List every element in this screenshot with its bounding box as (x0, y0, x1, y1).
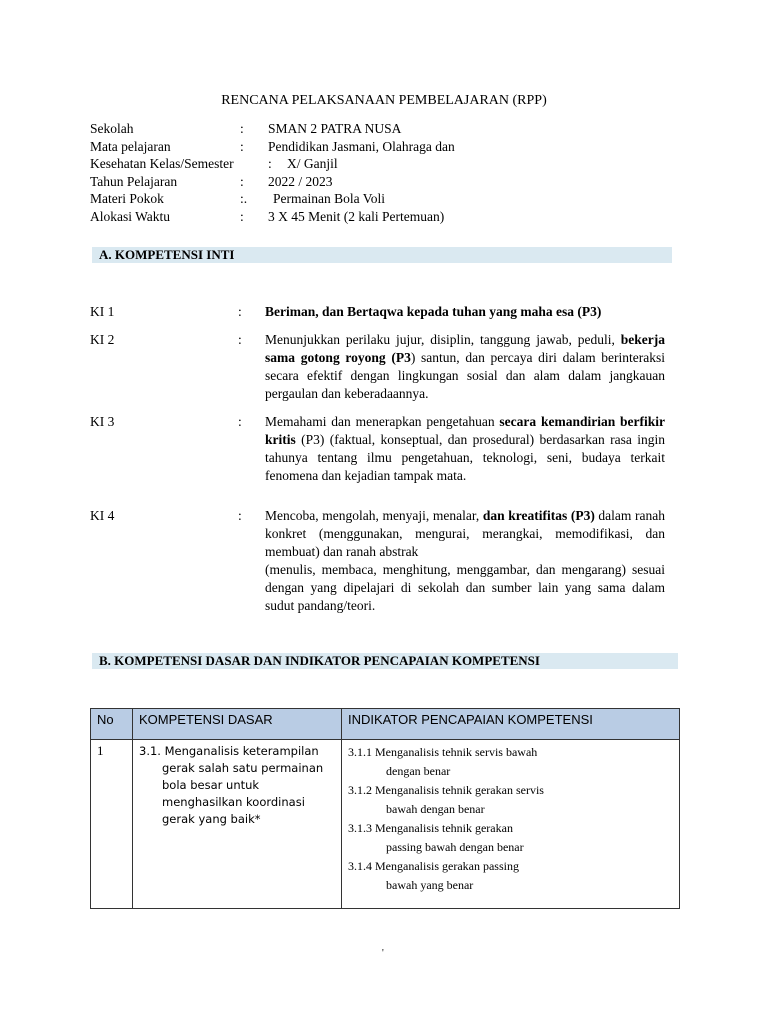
indicator-item (348, 819, 673, 857)
info-value: Pendidikan Jasmani, Olahraga dan (268, 138, 455, 154)
ki-label: KI 2 (90, 332, 115, 347)
info-label: Sekolah (90, 121, 134, 136)
info-value: Permainan Bola Voli (273, 191, 385, 207)
info-separator: : (240, 138, 244, 154)
kd-line: gerak yang baik* (162, 812, 261, 826)
cell-no: 1 (91, 740, 133, 909)
ki-text (265, 303, 665, 321)
ki-separator: : (238, 414, 242, 429)
ki-label: KI 4 (90, 508, 115, 523)
competency-table (90, 708, 680, 909)
info-separator: : (240, 208, 244, 224)
kd-line: gerak salah satu permainan (162, 761, 324, 775)
indicator-item (348, 857, 673, 895)
ki-text-part: (menulis, membaca, menghitung, menggambar, dan mengarang) sesuai dengan yang dipelajari di sekolah dan sumber lain yang sama dalam sudut pandang/teori. (265, 562, 665, 613)
ki-bold-text: Beriman, dan Bertaqwa kepada tuhan yang maha esa (P3) (265, 304, 602, 319)
ki-separator: : (238, 508, 242, 523)
section-heading-a: A. KOMPETENSI INTI (92, 247, 672, 263)
ki-separator: : (238, 304, 242, 319)
document-title: RENCANA PELAKSANAAN PEMBELAJARAN (RPP) (221, 93, 547, 108)
info-row-mata-pelajaran (90, 138, 680, 156)
info-block (90, 120, 680, 226)
info-row-kelas-semester (90, 155, 680, 173)
indicator-line: bawah dengan benar (386, 802, 485, 816)
kd-line: bola besar untuk (162, 778, 260, 792)
kd-text (139, 743, 335, 828)
indicator-line: 3.1.3 Menganalisis tehnik gerakan (348, 821, 513, 835)
info-value: X/ Ganjil (287, 156, 338, 172)
info-label: Tahun Pelajaran (90, 173, 178, 189)
info-value: 3 X 45 Menit (2 kali Pertemuan) (268, 208, 445, 224)
ki-bold-text: secara kemandirian berfikir kritis (265, 414, 666, 447)
ki-label: KI 3 (90, 414, 115, 429)
header-no: No (91, 709, 133, 740)
section-heading-b: B. KOMPETENSI DASAR DAN INDIKATOR PENCAPAIAN KOMPETENSI (92, 653, 678, 669)
ki-item-2 (90, 331, 665, 403)
ki-item-4 (90, 507, 665, 615)
info-label: Kesehatan Kelas/Semester (90, 156, 234, 172)
footer-mark: ' (382, 948, 384, 959)
ki-text-part: Memahami dan menerapkan pengetahuan (265, 414, 500, 429)
indicator-item (348, 781, 673, 819)
kd-line: 3.1. Menganalisis keterampilan (139, 744, 319, 758)
ki-separator: : (238, 332, 242, 347)
ki-bold-text: bekerja sama gotong royong (P3 (265, 332, 665, 365)
ki-label: KI 1 (90, 304, 115, 319)
indicator-line: passing bawah dengan benar (386, 840, 524, 854)
indicator-line: 3.1.4 Menganalisis gerakan passing (348, 859, 519, 873)
ki-text-part: ) santun, dan percaya diri dalam berinteraksi secara efektif dengan lingkungan sosial dan alam dalam jangkauan pergaulan dan keberadaannya. (265, 350, 665, 401)
indicator-line: 3.1.1 Menganalisis tehnik servis bawah (348, 745, 538, 759)
ki-text-part: Menunjukkan perilaku jujur, disiplin, tanggung jawab, peduli, (265, 332, 621, 347)
kd-line: menghasilkan koordinasi (162, 795, 305, 809)
ki-item-1 (90, 303, 665, 321)
cell-indikator (342, 740, 680, 909)
info-separator: :. (240, 191, 248, 207)
header-kompetensi-dasar: KOMPETENSI DASAR (133, 709, 342, 740)
info-value: 2022 / 2023 (268, 173, 333, 189)
info-row-tahun-pelajaran (90, 173, 680, 191)
indicator-line: dengan benar (386, 764, 451, 778)
ki-text (265, 331, 665, 403)
ki-text-part: dalam ranah konkret (menggunakan, mengurai, merangkai, memodifikasi, dan membuat) dan ranah abstrak (265, 508, 665, 559)
info-row-materi-pokok (90, 190, 680, 208)
ki-text-part: Mencoba, mengolah, menyaji, menalar, (265, 508, 483, 523)
ki-text-part: (P3) (faktual, konseptual, dan prosedural) berdasarkan rasa ingin tahunya tentang ilmu pengetahuan, teknologi, seni, budaya terkait fenomena dan kejadian tampak mata. (265, 432, 665, 483)
info-row-alokasi-waktu (90, 208, 680, 226)
info-separator: : (268, 156, 272, 172)
indicator-line: 3.1.2 Menganalisis tehnik gerakan servis (348, 783, 544, 797)
header-indikator: INDIKATOR PENCAPAIAN KOMPETENSI (342, 709, 680, 740)
info-row-sekolah (90, 120, 680, 138)
info-value: SMAN 2 PATRA NUSA (268, 121, 402, 136)
info-label: Mata pelajaran (90, 138, 171, 154)
table-header-row (91, 709, 680, 740)
info-separator: : (240, 121, 244, 136)
info-separator: : (240, 173, 244, 189)
table-row (91, 740, 680, 909)
indicator-line: bawah yang benar (386, 878, 474, 892)
info-label: Alokasi Waktu (90, 208, 171, 224)
cell-kompetensi-dasar (133, 740, 342, 909)
ki-text (265, 507, 665, 615)
ki-text (265, 413, 665, 485)
info-label: Materi Pokok (90, 191, 164, 207)
indicator-item (348, 743, 673, 781)
ki-bold-text: dan kreatifitas (P3) (482, 508, 595, 523)
ki-item-3 (90, 413, 665, 485)
